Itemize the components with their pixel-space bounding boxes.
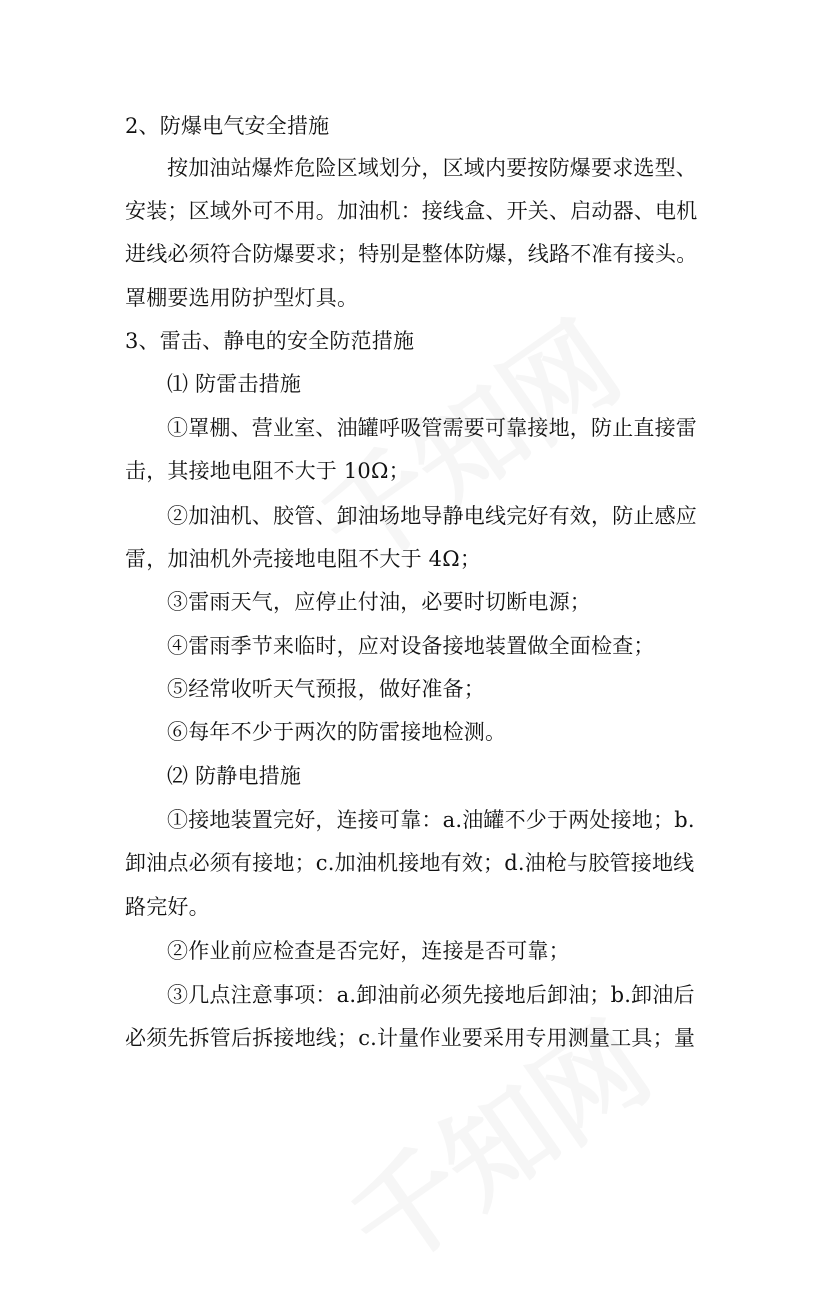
paragraph-line: 罩棚要选用防护型灯具。	[125, 286, 359, 310]
list-item: ③雷雨天气，应停止付油，必要时切断电源；	[167, 590, 591, 614]
list-item-continuation: 必须先拆管后拆接地线；c.计量作业要采用专用测量工具；量	[125, 1026, 696, 1050]
paragraph-line: 安装；区域外可不用。加油机：接线盒、开关、启动器、电机	[125, 199, 698, 223]
list-item-continuation: 雷，加油机外壳接地电阻不大于 4Ω；	[125, 547, 482, 571]
paragraph-line: 进线必须符合防爆要求；特别是整体防爆，线路不准有接头。	[125, 242, 698, 266]
list-item: ①接地装置完好，连接可靠：a.油罐不少于两处接地；b.	[167, 808, 695, 832]
list-item: ①罩棚、营业室、油罐呼吸管需要可靠接地，防止直接雷	[167, 416, 697, 440]
list-item: ④雷雨季节来临时，应对设备接地装置做全面检查；	[167, 634, 655, 658]
list-item: ②作业前应检查是否完好，连接是否可靠；	[167, 939, 570, 963]
list-item-continuation: 击，其接地电阻不大于 10Ω；	[125, 459, 410, 483]
list-item: ②加油机、胶管、卸油场地导静电线完好有效，防止感应	[167, 504, 697, 528]
subsection-heading: ⑴ 防雷击措施	[167, 372, 302, 396]
list-item: ③几点注意事项：a.卸油前必须先接地后卸油；b.卸油后	[167, 983, 695, 1007]
section-heading: 3、雷击、静电的安全防范措施	[125, 329, 415, 353]
section-heading: 2、防爆电气安全措施	[125, 114, 330, 138]
subsection-heading: ⑵ 防静电措施	[167, 764, 302, 788]
paragraph-line: 按加油站爆炸危险区域划分，区域内要按防爆要求选型、	[167, 156, 697, 180]
list-item: ⑥每年不少于两次的防雷接地检测。	[167, 720, 507, 744]
list-item-continuation: 路完好。	[125, 895, 210, 919]
list-item: ⑤经常收听天气预报，做好准备；	[167, 677, 485, 701]
list-item-continuation: 卸油点必须有接地；c.加油机接地有效；d.油枪与胶管接地线	[125, 851, 695, 875]
